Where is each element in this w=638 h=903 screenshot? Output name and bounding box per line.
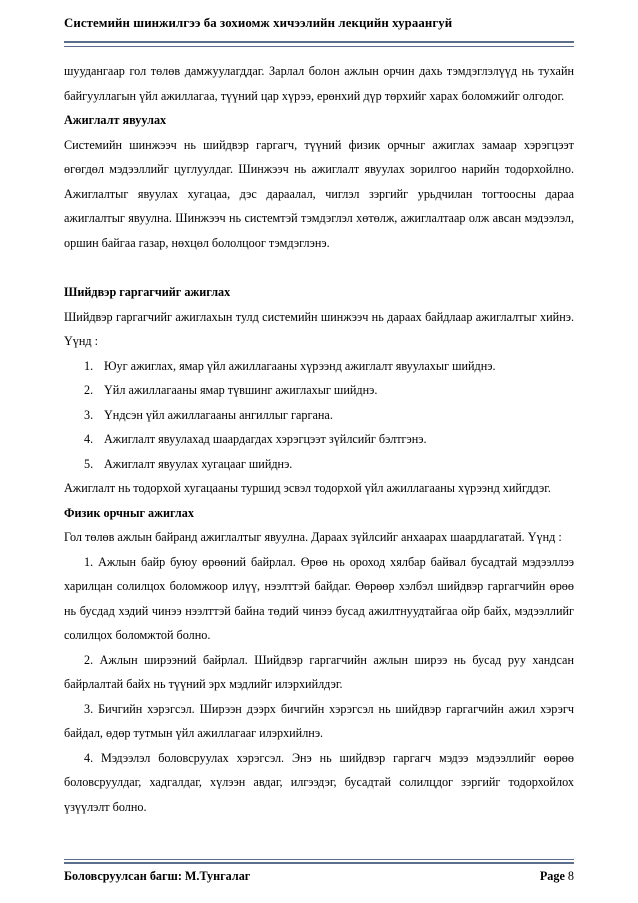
- page-number: 8: [567, 869, 574, 883]
- list-item-number: 1.: [84, 358, 94, 373]
- physical-item-4: 4. Мэдээлэл боловсруулах хэрэгсэл. Энэ нь шийдвэр гаргагч мэдээ мэдээллийг өөрөө боловсруулдаг, хадгалдаг, хүлээн авдаг, илгээдэг, бусадтай солилцдог зэргийг тодорхойлох үзүүлэлт болно.: [64, 750, 574, 814]
- physical-item-2: 2. Ажлын ширээний байрлал. Шийдвэр гаргагчийн ажлын ширээ нь бусад руу хандсан байрлалтай байх нь түүний эрх мэдлийг илэрхийлдэг.: [64, 652, 574, 691]
- list-item: [64, 403, 574, 428]
- list-item-number: 4.: [84, 432, 94, 446]
- decision-maker-list: [64, 354, 574, 477]
- list-item: [64, 452, 574, 477]
- heading-decision-maker: Шийдвэр гаргагчийг ажиглах: [64, 285, 231, 299]
- heading-physical: Физик орчныг ажиглах: [64, 505, 194, 520]
- footer-rule-thick: [64, 862, 574, 864]
- list-item-text: Юуг ажиглах, ямар үйл ажиллагааны хүрээнд ажиглалт явуулахыг шийднэ.: [104, 358, 496, 373]
- page-header: [64, 12, 574, 42]
- footer-rule-thin: [64, 859, 574, 860]
- header-rule-thick: [64, 41, 574, 43]
- list-item: [64, 427, 574, 452]
- intro-paragraph: шуудангаар гол төлөв дамжуулагддаг. Зарлал болон ажлын орчин дахь тэмдэглэлүүд нь тухайн байгууллагын үйл ажиллагаа, түүний цар хүрээ, ерөнхий дүр төрхийг харах боломжийг олгодог.: [64, 64, 574, 103]
- heading-observation: Ажиглалт явуулах: [64, 113, 167, 127]
- list-item-number: 2.: [84, 383, 94, 397]
- list-item: [64, 378, 574, 403]
- list-item-text: Үйл ажиллагааны ямар түвшинг ажиглахыг шийднэ.: [104, 383, 378, 397]
- page-label: Page: [539, 869, 565, 883]
- header-title: Системийн шинжилгээ ба зохиомж хичээлийн лекцийн хураангуй: [64, 16, 453, 30]
- page-footer: [64, 859, 574, 889]
- observation-paragraph: Системийн шинжээч нь шийдвэр гаргагч, түүний физик орчныг ажиглах замаар хэрэгцээт өгөгдөл мэдээллийг цуглуулдаг. Шинжээч нь ажиглалт явуулах зорилгоо нарийн тодорхойлно. Ажиглалтыг явуулах хугацаа, дэс дараалал, чиглэл зэргийг урьдчилан тогтоосны дараа ажиглалтыг явуулна. Шинжээч нь системтэй тэмдэглэл хөтөлж, ажиглалтаар олж авсан мэдээлэл, оршин байгаа газар, нөхцөл бололцоог тэмдэглэнэ.: [64, 137, 574, 250]
- list-item: [64, 354, 574, 379]
- list-item-text: Ажиглалт явуулах хугацааг шийднэ.: [104, 456, 293, 471]
- physical-paragraph: Гол төлөв ажлын байранд ажиглалтыг явуулна. Дараах зүйлсийг анхаарах шаардлагатай. Үүнд :: [64, 530, 562, 544]
- physical-item-3: 3. Бичгийн хэрэгсэл. Ширээн дээрх бичгийн хэрэгсэл нь шийдвэр гаргагчийн ажил хэрэгч байдал, өдөр тутмын үйл ажиллагааг илэрхийлнэ.: [64, 701, 574, 740]
- physical-item-1: 1. Ажлын байр буюу өрөөний байрлал. Өрөө нь ороход хялбар байвал бусадтай мэдээллээ харилцан солилцох боломжоор илүү, нээлттэй байдаг. Өөрөөр хэлбэл шийдвэр гаргагчийн өрөө нь бусдад хэдий чинээ нээлттэй байна төдий чинээ бусад ажилтнуудтайгаа ойр байх, мэдээллийг солилцох боломжтой болно.: [64, 554, 574, 642]
- decision-maker-closing: Ажиглалт нь тодорхой хугацааны туршид эсвэл тодорхой үйл ажиллагааны хүрээнд хийгддэг.: [64, 481, 551, 495]
- list-item-number: 3.: [84, 407, 94, 422]
- page-indicator: [540, 869, 574, 884]
- document-body: [64, 59, 574, 819]
- list-item-text: Ажиглалт явуулахад шаардагдах хэрэгцээт зүйлсийг бэлтгэнэ.: [104, 432, 427, 446]
- header-rule-thin: [64, 46, 574, 47]
- list-item-text: Үндсэн үйл ажиллагааны ангиллыг гаргана.: [104, 407, 333, 422]
- decision-maker-paragraph: Шийдвэр гаргагчийг ажиглахын тулд системийн шинжээч нь дараах байдлаар ажиглалтыг хийнэ. Үүнд :: [64, 309, 574, 348]
- list-item-number: 5.: [84, 456, 94, 471]
- blank-line: [64, 255, 574, 280]
- footer-author: Боловсруулсан багш: М.Тунгалаг: [64, 869, 251, 883]
